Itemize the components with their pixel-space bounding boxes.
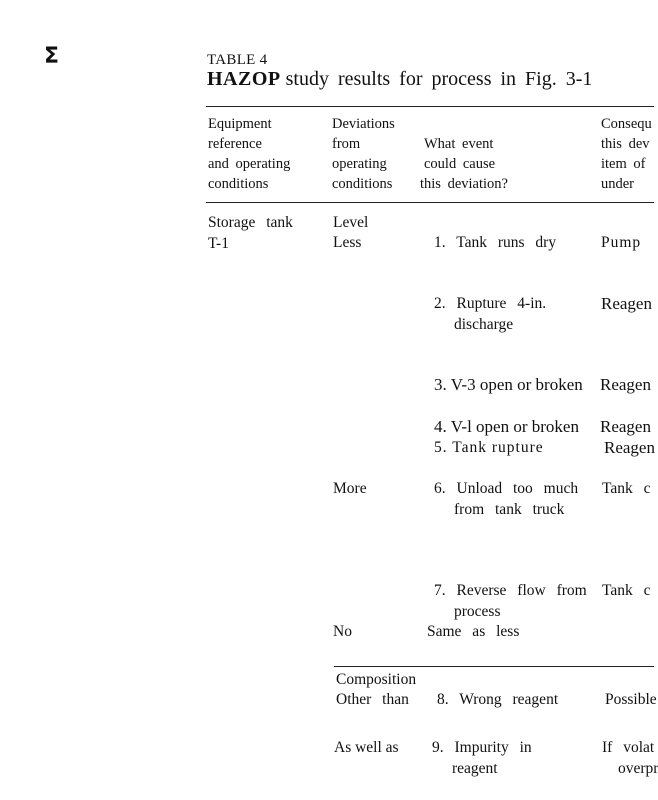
consequence-2: Reagen (601, 294, 652, 313)
consequence-6: Tank c (602, 480, 651, 497)
caption-lead: HAZOP (207, 68, 281, 90)
consequence-5: Reagen (604, 438, 655, 457)
deviation-more: More (333, 480, 367, 497)
header-equipment: Equipment reference and operating conditions (208, 116, 291, 192)
event-1: 1. Tank runs dry (434, 234, 557, 251)
header-event: What event could cause this deviation? (420, 136, 508, 192)
consequence-8: Possible (605, 691, 657, 708)
consequence-9: If volat overpr (602, 739, 658, 777)
table-caption (207, 68, 592, 91)
deviation-as-well-as: As well as (334, 739, 399, 756)
table-top-rule (206, 106, 654, 107)
deviation-no: No (333, 623, 352, 640)
consequence-7: Tank c (602, 582, 651, 599)
consequence-3: Reagen (600, 375, 651, 394)
event-8: 8. Wrong reagent (437, 691, 559, 708)
deviation-less: Less (333, 234, 362, 251)
consequence-1: Pump (601, 234, 642, 251)
event-7: 7. Reverse flow from process (434, 582, 587, 620)
deviation-group-composition: Composition (336, 671, 417, 688)
event-6: 6. Unload too much from tank truck (434, 480, 579, 518)
deviation-other-than: Other than (336, 691, 409, 708)
header-bottom-rule (206, 202, 654, 203)
composition-divider-rule (334, 666, 654, 667)
event-4: 4. V-l open or broken (434, 417, 579, 436)
equipment-storage-tank: Storage tank T-1 (208, 214, 293, 252)
consequence-4: Reagen (600, 417, 651, 436)
header-consequences: Consequ this dev item of under (601, 116, 652, 192)
margin-mark: Σ (44, 44, 60, 69)
event-same-as-less: Same as less (427, 623, 520, 640)
event-5: 5. Tank rupture (434, 439, 544, 456)
event-3: 3. V-3 open or broken (434, 375, 583, 394)
table-number: TABLE 4 (207, 52, 268, 68)
event-9: 9. Impurity in reagent (432, 739, 532, 777)
event-2: 2. Rupture 4-in. discharge (434, 295, 547, 333)
deviation-group-level: Level (333, 214, 369, 231)
caption-rest: study results for process in Fig. 3-1 (285, 68, 593, 90)
header-deviations: Deviations from operating conditions (332, 116, 395, 192)
